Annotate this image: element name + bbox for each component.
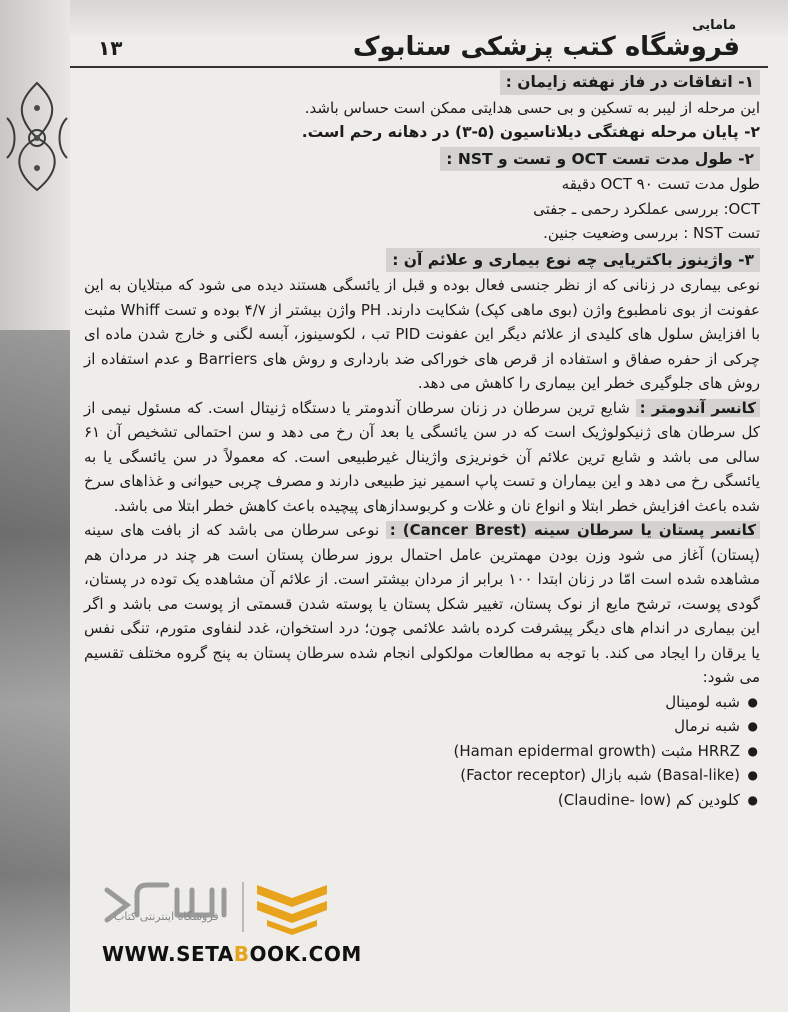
breast-cancer-text: نوعی سرطان می باشد که از بافت های سینه (پستان) آغاز می شود وزن بودن مهمترین عامل احتمال بروز سرطان پستان است هر چند در مردان هم مشاهده شده است امّا در زنان ابتدا ۱۰۰ برابر از مردان بیشتر است. از علائم آن مشاهده یک توده در پستان، گودی پوست، ترشح مایع از نوک پستان، تغییر شکل پستان یا پوسته شدن قسمتی از پوست می باشد و اگر این بیماری در اندام های دیگر پیشرفت کرده باشد علائمی چون؛ درد استخوان، غدد لنفاوی متورم، تنگی نفس یا یرقان را ایجاد می کند. با توجه به مطالعات مولکولی انجام شده سرطان پستان به پنج گروه مختلف تقسیم می شود: bbox=[84, 521, 760, 686]
section-breast-cancer bbox=[84, 518, 760, 690]
section-heading-dilatation: ۲- پایان مرحله نهفتگی دیلاتاسیون (۵-۳) در دهانه رحم است. bbox=[301, 123, 760, 141]
list-item: ● کلودین کم (Claudine- low) bbox=[84, 788, 740, 813]
breast-cancer-heading: کانسر پستان یا سرطان سینه (Cancer Brest) : bbox=[386, 521, 760, 539]
url-highlight: B bbox=[233, 942, 250, 966]
breast-cancer-subtypes-list bbox=[84, 690, 760, 813]
setabook-watermark bbox=[92, 870, 362, 980]
list-item: ● شبه نرمال bbox=[84, 714, 740, 739]
url-suffix: OOK.COM bbox=[249, 942, 362, 966]
watermark-tagline: فروشگاه اینترنتی کتاب bbox=[114, 910, 219, 923]
side-photo bbox=[0, 330, 70, 1012]
section-text-vaginosis: نوعی بیماری در زنانی که از نظر جنسی فعال بوده و قبل از یائسگی هستند دیده می شود که مبتلایان به این عفونت از بوی نامطبوع واژن (بوی ماهی کپک) شکایت دارند. PH واژن بیشتر از ۴/۷ بوده و تست Whiff مثبت با افزایش سلول های کلیدی از علائم دیگر این عفونت PID تب ، لکوسینوز، آبسه لگنی و خارج شدن ماده ای چرکی از حفره صفاق و استفاده از قرص های خوراکی ضد بارداری و روش های Barriers و عدم استفاده از روش های جلوگیری خطر این بیماری را کاهش می دهد. bbox=[84, 276, 761, 392]
list-item: ● شبه لومینال bbox=[84, 690, 740, 715]
oct-duration-line: طول مدت تست OCT ۹۰ دقیقه bbox=[561, 175, 760, 193]
list-item: ● (Basal-like) شبه بازال (Factor receptor) bbox=[84, 763, 740, 788]
page-content bbox=[84, 68, 760, 812]
watermark-url bbox=[102, 942, 362, 966]
endometrial-cancer-heading: کانسر آندومتر : bbox=[636, 399, 760, 417]
ornament-decoration bbox=[2, 78, 72, 198]
page-number: ۱۳ bbox=[98, 36, 123, 60]
section-text-latent-phase: این مرحله از لیبر به تسکین و بی حسی هدایتی ممکن است حساس باشد. bbox=[304, 98, 760, 117]
endometrial-cancer-text: شایع ترین سرطان در زنان سرطان آندومتر یا دستگاه ژنیتال است. که مسئول نیمی از کل سرطان های ژنیکولوژیک است که در سن یائسگی یا بعد آن رخ می دهد و سن احتمالی تشخیص آن ۶۱ سالی می باشد و شایع ترین علائم آن خونریزی واژینال غیرطبیعی است. که معمولاً در سن یائسگی یا به یائسگی رخ می دهد و این بیماران و تست پاپ اسمیر نیز طبیعی دارند و مصرف چربی حیوانی و غذاهای سرخ شده باعث افزایش خطر ابتلا و انواع نان و غلات و کربوسدازهای پیچیده باعث کاهش خطر ابتلا می باشد. bbox=[84, 398, 760, 515]
nst-definition-line: تست NST : بررسی وضعیت جنین. bbox=[543, 224, 760, 242]
section-heading-vaginosis: ۳- واژینوز باکتریایی چه نوع بیماری و علائم آن : bbox=[386, 248, 760, 273]
section-heading-latent-phase: ۱- اتفاقات در فاز نهفته زایمان : bbox=[500, 70, 760, 95]
url-prefix: WWW.SETA bbox=[102, 942, 234, 966]
page-header-title: فروشگاه کتب پزشکی ستابوک bbox=[352, 32, 740, 62]
oct-definition-line: OCT: بررسی عملکرد رحمی ـ جفتی bbox=[533, 199, 760, 218]
page-top-shadow bbox=[0, 0, 788, 36]
list-item: ● HRRZ مثبت (Haman epidermal growth) bbox=[84, 739, 740, 764]
section-heading-oct-nst: ۲- طول مدت تست OCT و تست و NST : bbox=[440, 147, 760, 172]
series-label: مامایی bbox=[692, 18, 736, 33]
setabook-logo-icon bbox=[92, 870, 342, 940]
section-endometrial-cancer bbox=[84, 396, 760, 519]
